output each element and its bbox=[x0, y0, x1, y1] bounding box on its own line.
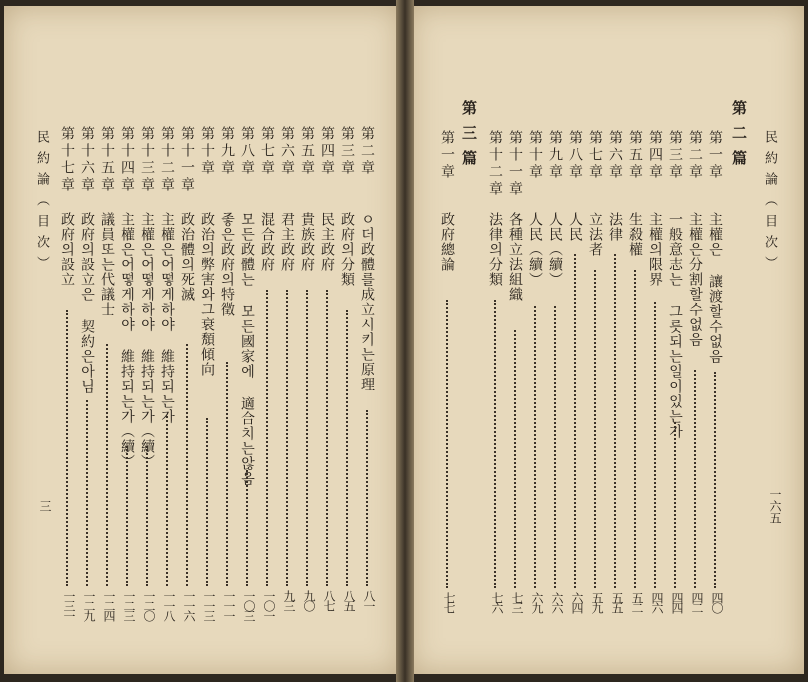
toc-leader bbox=[674, 422, 676, 588]
toc-chapter-title: 政治의弊害와그衰頽傾向 bbox=[199, 212, 215, 377]
toc-page-number: 一二四 bbox=[102, 590, 116, 620]
toc-page-number: 八七 bbox=[322, 590, 336, 610]
toc-page-number: 八五 bbox=[342, 590, 356, 610]
toc-page-number: 七六 bbox=[490, 592, 504, 612]
toc-chapter-title: 좋은政府의特徵 bbox=[219, 212, 235, 317]
toc-page-number: 五五 bbox=[610, 592, 624, 612]
toc-page-number: 一二〇 bbox=[142, 590, 156, 620]
toc-chapter-number: 第十一章 bbox=[507, 130, 523, 198]
toc-page-number: 七三 bbox=[510, 592, 524, 612]
toc-page-number: 八一 bbox=[362, 590, 376, 610]
toc-chapter-title: 混合政府 bbox=[259, 212, 275, 272]
toc-page-number: 一一八 bbox=[162, 590, 176, 620]
toc-chapter-title: 主權은分割할수없음 bbox=[687, 212, 703, 347]
toc-chapter-title: 政治體의死滅 bbox=[179, 212, 195, 302]
toc-leader bbox=[126, 446, 128, 586]
toc-chapter-number: 第十五章 bbox=[99, 126, 115, 194]
toc-chapter-number: 第一章 bbox=[439, 130, 455, 181]
toc-chapter-title: 主權은어떻게하야 維持되는가（續） bbox=[119, 212, 135, 469]
toc-leader bbox=[534, 306, 536, 588]
toc-leader bbox=[514, 330, 516, 588]
toc-page-number: 六四 bbox=[570, 592, 584, 612]
toc-leader bbox=[574, 254, 576, 588]
toc-chapter-number: 第三章 bbox=[339, 126, 355, 177]
toc-chapter-number: 第六章 bbox=[607, 130, 623, 181]
toc-page-number: 一一三 bbox=[202, 590, 216, 620]
toc-leader bbox=[634, 270, 636, 588]
toc-chapter-number: 第六章 bbox=[279, 126, 295, 177]
toc-chapter-title: 人民（續） bbox=[527, 212, 543, 287]
toc-chapter-title: 政府의設立은 契約은아님 bbox=[79, 212, 95, 394]
toc-chapter-title: 立法者 bbox=[587, 212, 603, 257]
toc-chapter-number: 第十七章 bbox=[59, 126, 75, 194]
toc-leader bbox=[326, 290, 328, 586]
toc-chapter-title: 主權은어떻게하야 維持되는가（續） bbox=[139, 212, 155, 469]
toc-chapter-number: 第四章 bbox=[647, 130, 663, 181]
toc-leader bbox=[66, 310, 68, 586]
toc-page-number: 六六 bbox=[550, 592, 564, 612]
toc-leader bbox=[86, 400, 88, 586]
toc-chapter-title: 一般意志는 그릇되는일이있는가 bbox=[667, 212, 683, 439]
toc-page-number: 九三 bbox=[282, 590, 296, 610]
toc-page-number: 一一一 bbox=[222, 590, 236, 620]
toc-chapter-title: 生殺權 bbox=[627, 212, 643, 257]
left-folio: 三 bbox=[38, 500, 52, 512]
toc-leader bbox=[366, 410, 368, 586]
toc-chapter-title: 貴族政府 bbox=[299, 212, 315, 272]
toc-page-number: 四六 bbox=[650, 592, 664, 612]
toc-chapter-title: 人民（續） bbox=[547, 212, 563, 287]
toc-page-number: 四〇 bbox=[710, 592, 724, 612]
toc-leader bbox=[186, 344, 188, 586]
toc-page-number: 一〇三 bbox=[242, 590, 256, 620]
toc-page-number: 一一六 bbox=[182, 590, 196, 620]
toc-leader bbox=[246, 470, 248, 586]
toc-chapter-number: 第四章 bbox=[319, 126, 335, 177]
right-folio: 一六五 bbox=[768, 488, 782, 524]
toc-chapter-number: 第十章 bbox=[527, 130, 543, 181]
toc-page-number: 五二 bbox=[630, 592, 644, 612]
toc-chapter-number: 第九章 bbox=[547, 130, 563, 181]
toc-leader bbox=[654, 302, 656, 588]
toc-chapter-number: 第二章 bbox=[687, 130, 703, 181]
toc-chapter-title: 政府總論 bbox=[439, 212, 455, 272]
toc-chapter-title: 政府의分類 bbox=[339, 212, 355, 287]
toc-chapter-number: 第十二章 bbox=[487, 130, 503, 198]
toc-leader bbox=[226, 362, 228, 586]
toc-page-number: 五九 bbox=[590, 592, 604, 612]
toc-leader bbox=[206, 418, 208, 586]
toc-chapter-number: 第五章 bbox=[299, 126, 315, 177]
toc-chapter-title: 各種立法組織 bbox=[507, 212, 523, 302]
right-running-head: 民約論（目次） bbox=[762, 130, 777, 277]
toc-leader bbox=[346, 310, 348, 586]
toc-leader bbox=[554, 306, 556, 588]
toc-chapter-title: 法律의分類 bbox=[487, 212, 503, 287]
toc-page-number: 一二九 bbox=[82, 590, 96, 620]
toc-page-number: 一〇一 bbox=[262, 590, 276, 620]
toc-chapter-number: 第七章 bbox=[587, 130, 603, 181]
toc-chapter-number: 第八章 bbox=[567, 130, 583, 181]
toc-chapter-number: 第一章 bbox=[707, 130, 723, 181]
toc-page-number: 四二 bbox=[690, 592, 704, 612]
toc-leader bbox=[614, 254, 616, 588]
toc-leader bbox=[146, 446, 148, 586]
toc-leader bbox=[446, 300, 448, 588]
toc-leader bbox=[166, 416, 168, 586]
toc-chapter-title: 主權은어떻게하야 維持되는가 bbox=[159, 212, 175, 424]
toc-chapter-title: 民主政府 bbox=[319, 212, 335, 272]
toc-page-number: 一二三 bbox=[122, 590, 136, 620]
toc-chapter-number: 第十三章 bbox=[139, 126, 155, 194]
toc-leader bbox=[594, 270, 596, 588]
toc-leader bbox=[714, 372, 716, 588]
toc-chapter-title: ㅇ더政體를成立시키는原理 bbox=[359, 212, 375, 392]
toc-chapter-number: 第十四章 bbox=[119, 126, 135, 194]
toc-page-number: 一三一 bbox=[62, 590, 76, 620]
toc-page-number: 四四 bbox=[670, 592, 684, 612]
toc-page-number: 七七 bbox=[442, 592, 456, 612]
toc-chapter-title: 主權은 讓渡할수없음 bbox=[707, 212, 723, 364]
toc-chapter-title: 政府의設立 bbox=[59, 212, 75, 287]
toc-chapter-number: 第十章 bbox=[199, 126, 215, 177]
toc-chapter-number: 第十二章 bbox=[159, 126, 175, 194]
toc-chapter-number: 第十一章 bbox=[179, 126, 195, 194]
toc-leader bbox=[106, 344, 108, 586]
toc-leader bbox=[266, 290, 268, 586]
toc-chapter-number: 第九章 bbox=[219, 126, 235, 177]
toc-chapter-title: 議員또는代議士 bbox=[99, 212, 115, 317]
part-three-heading: 第三篇 bbox=[460, 100, 478, 175]
toc-chapter-number: 第十六章 bbox=[79, 126, 95, 194]
book-gutter bbox=[396, 0, 414, 682]
toc-chapter-number: 第八章 bbox=[239, 126, 255, 177]
toc-chapter-number: 第五章 bbox=[627, 130, 643, 181]
left-running-head: 民約論（目次） bbox=[34, 130, 49, 277]
toc-leader bbox=[494, 300, 496, 588]
toc-chapter-title: 法律 bbox=[607, 212, 623, 242]
toc-page-number: 六九 bbox=[530, 592, 544, 612]
toc-leader bbox=[306, 290, 308, 586]
toc-leader bbox=[694, 370, 696, 588]
toc-chapter-title: 人民 bbox=[567, 212, 583, 242]
part-two-heading: 第二篇 bbox=[730, 100, 748, 175]
toc-chapter-title: 主權의限界 bbox=[647, 212, 663, 287]
toc-chapter-number: 第七章 bbox=[259, 126, 275, 177]
toc-chapter-number: 第三章 bbox=[667, 130, 683, 181]
toc-page-number: 九〇 bbox=[302, 590, 316, 610]
toc-leader bbox=[286, 290, 288, 586]
toc-chapter-title: 君主政府 bbox=[279, 212, 295, 272]
toc-chapter-number: 第二章 bbox=[359, 126, 375, 177]
toc-chapter-title: 모든政體는 모든國家에 適合치는않음 bbox=[239, 212, 255, 486]
